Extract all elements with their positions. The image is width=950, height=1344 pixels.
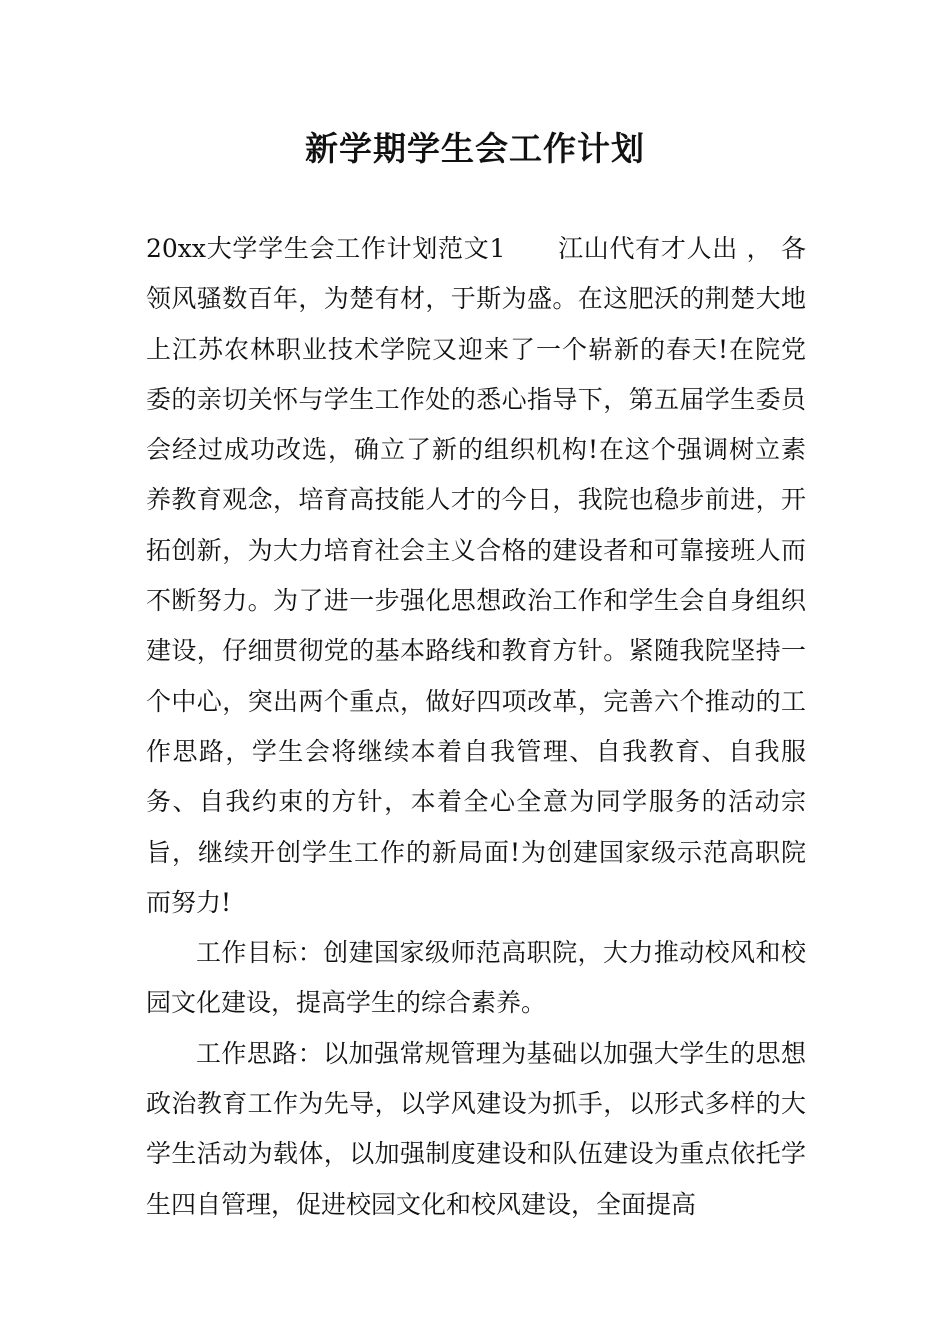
document-title: 新学期学生会工作计划: [305, 129, 645, 168]
paragraph-intro-text: 江山代有才人出 ， 各领风骚数百年，为楚有材，于斯为盛。在这肥沃的荆楚大地上江苏农林职业技术学院又迎来了一个崭新的春天!在院党委的亲切关怀与学生工作处的悉心指导下，第五届学生委员会经过成功改选，确立了新的组织机构!在这个强调树立素养教育观念，培育高技能人才的今日，我院也稳步前进，开拓创新，为大力培育社会主义合格的建设者和可靠接班人而不断努力。为了进一步强化思想政治工作和学生会自身组织建设，仔细贯彻党的基本路线和教育方针。紧随我院坚持一个中心，突出两个重点，做好四项改革，完善六个推动的工作思路，学生会将继续本着自我管理、自我教育、自我服务、自我约束的方针，本着全心全意为同学服务的活动宗旨，继续开创学生工作的新局面!为创建国家级示范高职院而努力!: [146, 234, 806, 917]
paragraph-intro-lead: 20xx大学学生会工作计划范文1: [146, 234, 506, 263]
paragraph-intro: [146, 224, 806, 928]
document-body: [146, 224, 806, 1230]
paragraph-work-approach: 工作思路：以加强常规管理为基础以加强大学生的思想政治教育工作为先导，以学风建设为抓手，以形式多样的大学生活动为载体，以加强制度建设和队伍建设为重点依托学生四自管理，促进校园文化和校风建设，全面提高: [146, 1038, 806, 1219]
paragraph-work-goal: 工作目标：创建国家级师范高职院，大力推动校风和校园文化建设，提高学生的综合素养。: [146, 938, 806, 1018]
